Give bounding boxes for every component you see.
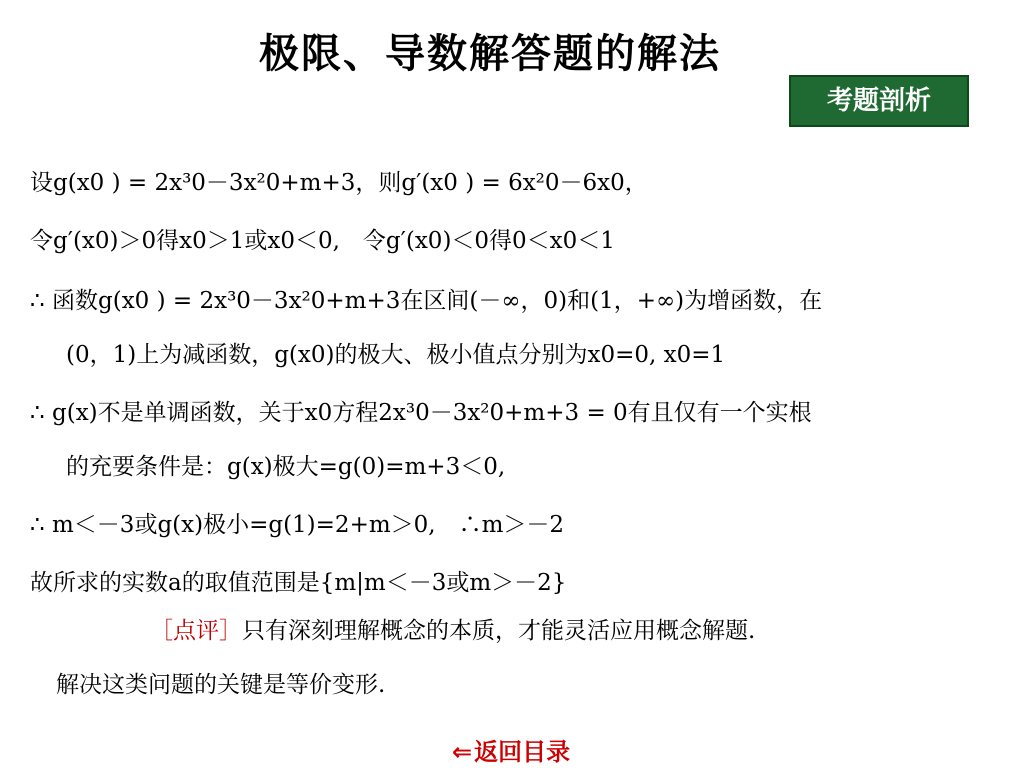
review-line-1 bbox=[150, 616, 755, 646]
solution-line-1: 设g(x0 ) = 2x³0－3x²0+m+3，则g′(x0 ) = 6x²0－6x0， bbox=[30, 170, 648, 196]
conclusion-line: 故所求的实数a的取值范围是{m|m＜－3或m＞－2} bbox=[30, 570, 567, 596]
therefore-symbol: ∴ bbox=[30, 400, 45, 426]
review-tag: ［点评］ bbox=[150, 618, 242, 644]
therefore-symbol: ∴ bbox=[30, 512, 45, 538]
solution-line-5-text: g(x)不是单调函数，关于x0方程2x³0－3x²0+m+3 = 0有且仅有一个实根 bbox=[52, 400, 812, 426]
section-badge: 考题剖析 bbox=[789, 75, 969, 127]
slide-title: 极限、导数解答题的解法 bbox=[259, 31, 721, 77]
solution-line-5 bbox=[30, 398, 812, 428]
review-line-2: 解决这类问题的关键是等价变形. bbox=[56, 672, 386, 698]
therefore-symbol: ∴ bbox=[30, 288, 45, 314]
solution-line-6: 的充要条件是：g(x)极大=g(0)=m+3＜0, bbox=[66, 454, 506, 480]
review-text-1: 只有深刻理解概念的本质，才能灵活应用概念解题. bbox=[242, 618, 756, 644]
solution-line-2: 令g′(x0)＞0得x0＞1或x0＜0, 令g′(x0)＜0得0＜x0＜1 bbox=[30, 228, 615, 254]
solution-line-3 bbox=[30, 286, 822, 316]
solution-line-7 bbox=[30, 510, 564, 540]
solution-line-4: (0，1)上为减函数，g(x0)的极大、极小值点分别为x0=0, x0=1 bbox=[66, 342, 726, 368]
solution-line-3-text: 函数g(x0 ) = 2x³0－3x²0+m+3在区间(－∞，0)和(1，+∞)为增函数，在 bbox=[52, 288, 823, 314]
back-to-contents-link[interactable] bbox=[452, 732, 570, 767]
solution-line-7-text: m＜－3或g(x)极小=g(1)=2+m＞0, ∴m＞－2 bbox=[52, 512, 565, 538]
back-arrow-icon: ⇐ bbox=[452, 738, 473, 766]
back-to-contents-label: 返回目录 bbox=[474, 738, 571, 766]
